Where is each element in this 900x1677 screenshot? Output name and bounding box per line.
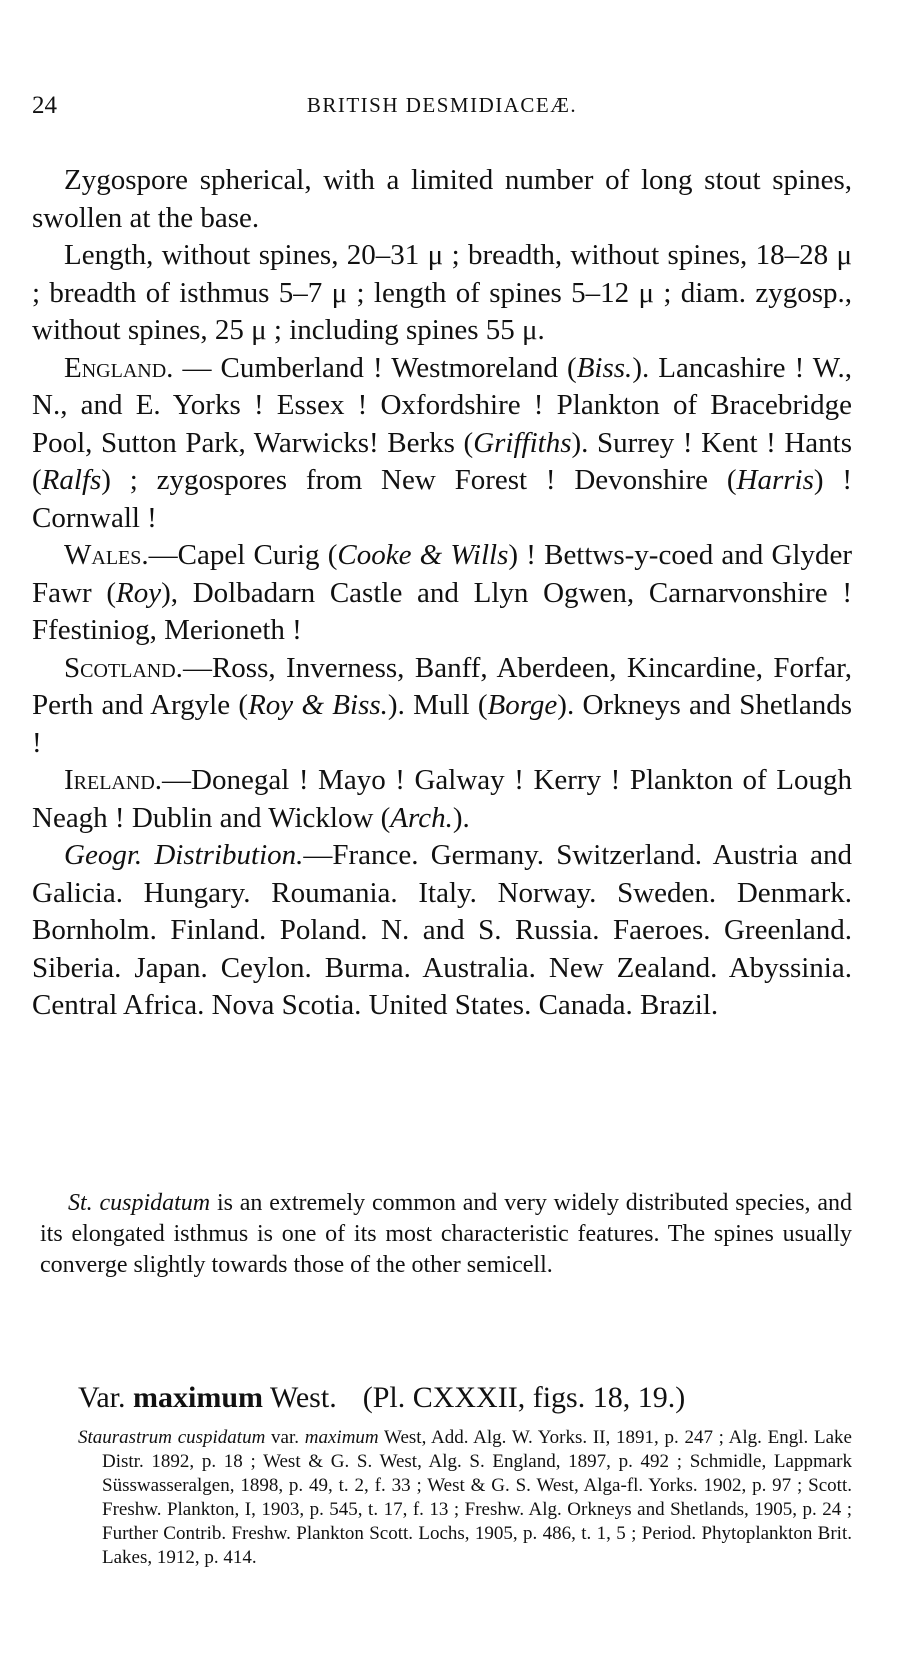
scotland-authority-1: Roy & Biss. — [248, 689, 388, 721]
note-species-name: St. cuspidatum — [68, 1190, 211, 1216]
england-text-1: — Cumberland ! Westmoreland ( — [173, 351, 577, 384]
scotland-text-2: ). Mull ( — [387, 689, 488, 721]
variety-heading — [78, 1381, 858, 1415]
page-number: 24 — [32, 92, 57, 119]
ireland-paragraph — [32, 762, 852, 837]
page-header — [32, 92, 852, 124]
ireland-authority-1: Arch. — [390, 801, 453, 834]
synonymy-var-name: maximum — [304, 1427, 379, 1448]
distribution-text: —France. Germany. Switzerland. Austria and Galicia. Hungary. Roumania. Italy. Norway. Sweden. Denmark. Bornholm. Finland. Poland. N. and S. Russia. Faeroes. Greenland. Siberia. Japan. Ceylon. Burma. Australia. New Zealand. Abyssinia. Central Africa. Nova Scotia. United States. Canada. Brazil. — [32, 839, 853, 1021]
synonymy-binomial: Staurastrum cuspidatum — [78, 1427, 266, 1448]
scotland-authority-2: Borge — [487, 689, 558, 721]
scotland-text-1: —Ross, Inverness, Banff, Aberdeen, Kincardine, Forfar, Perth and Argyle ( — [32, 651, 852, 721]
wales-text-1: —Capel Curig ( — [148, 539, 338, 571]
synonymy-citations: West, Add. Alg. W. Yorks. II, 1891, p. 247 ; Alg. Engl. Lake Distr. 1892, p. 18 ; West & G. S. West, Alg. S. England, 1897, p. 492 ; Schmidle, Lappmark Süsswasseralgen, 1898, p. 49, t. 2, f. 33 ; West & G. S. West, Alga-fl. Yorks. 1902, p. 97 ; Scott. Freshw. Plankton, I, 1903, p. 545, t. 17, f. 13 ; Freshw. Alg. Orkneys and Shetlands, 1905, p. 24 ; Further Contrib. Freshw. Plankton Scott. Lochs, 1905, p. 486, t. 1, 5 ; Period. Phytoplankton Brit. Lakes, 1912, p. 414. — [102, 1427, 852, 1568]
distribution-label: Geogr. Distribution. — [64, 839, 304, 871]
synonymy-paragraph — [78, 1426, 852, 1570]
wales-text-3: ), Dolbadarn Castle and Llyn Ogwen, Carnarvonshire ! Ffestiniog, Merioneth ! — [32, 576, 852, 646]
england-authority-1: Biss. — [576, 351, 633, 384]
england-text-2: ). Lancashire ! W., N., and E. Yorks ! Essex ! Oxfordshire ! Plankton of Bracebridge Pool, Sutton Park, Warwicks! Berks ( — [32, 351, 852, 459]
note-paragraph — [40, 1188, 852, 1281]
england-text-3: ). Surrey ! Kent ! Hants ( — [32, 426, 852, 496]
distribution-paragraph — [32, 837, 852, 1025]
measurements-paragraph: Length, without spines, 20–31 μ ; breadth, without spines, 18–28 μ ; breadth of isthmus 5–7 μ ; length of spines 5–12 μ ; diam. zygosp., without spines, 25 μ ; including spines 55 μ. — [32, 239, 852, 346]
zygospore-paragraph: Zygospore spherical, with a limited number of long stout spines, swollen at the base. — [32, 164, 852, 234]
england-authority-4: Harris — [736, 464, 814, 496]
england-authority-2: Griffiths — [473, 426, 572, 459]
wales-authority-2: Roy — [115, 576, 162, 609]
england-text-4: ) ; zygospores from New Forest ! Devonshire ( — [101, 464, 737, 496]
running-title: BRITISH DESMIDIACEÆ. — [306, 93, 578, 117]
wales-authority-1: Cooke & Wills — [337, 539, 509, 571]
species-note — [40, 1188, 852, 1281]
scotland-label: Scotland. — [64, 651, 183, 684]
england-label: England. — [64, 351, 174, 384]
ireland-label: Ireland. — [64, 764, 163, 796]
scotland-text-3: ). Orkneys and Shetlands ! — [32, 689, 852, 759]
variety-author: West. — [263, 1381, 337, 1414]
wales-label: Wales. — [64, 539, 149, 571]
england-authority-3: Ralfs — [41, 464, 102, 496]
wales-text-2: ) ! Bettws-y-coed and Glyder Fawr ( — [32, 539, 852, 609]
plate-reference: (Pl. CXXXII, figs. 18, 19.) — [362, 1381, 686, 1414]
synonymy-references — [78, 1426, 852, 1570]
variety-prefix: Var. — [78, 1381, 133, 1414]
note-text: is an extremely common and very widely distributed species, and its elongated isthmus is one of its most characteristic features. The spines usually converge slightly towards those of the other semicell. — [40, 1190, 852, 1278]
ireland-text-1: —Donegal ! Mayo ! Galway ! Kerry ! Plankton of Lough Neagh ! Dublin and Wicklow ( — [32, 764, 852, 834]
synonymy-var-word: var. — [265, 1427, 305, 1448]
england-paragraph — [32, 350, 852, 538]
england-text-5: ) ! Cornwall ! — [32, 464, 852, 534]
ireland-text-2: ). — [452, 801, 470, 834]
species-description — [32, 162, 852, 1025]
wales-paragraph — [32, 537, 852, 650]
variety-name: maximum — [133, 1381, 263, 1414]
scotland-paragraph — [32, 650, 852, 763]
